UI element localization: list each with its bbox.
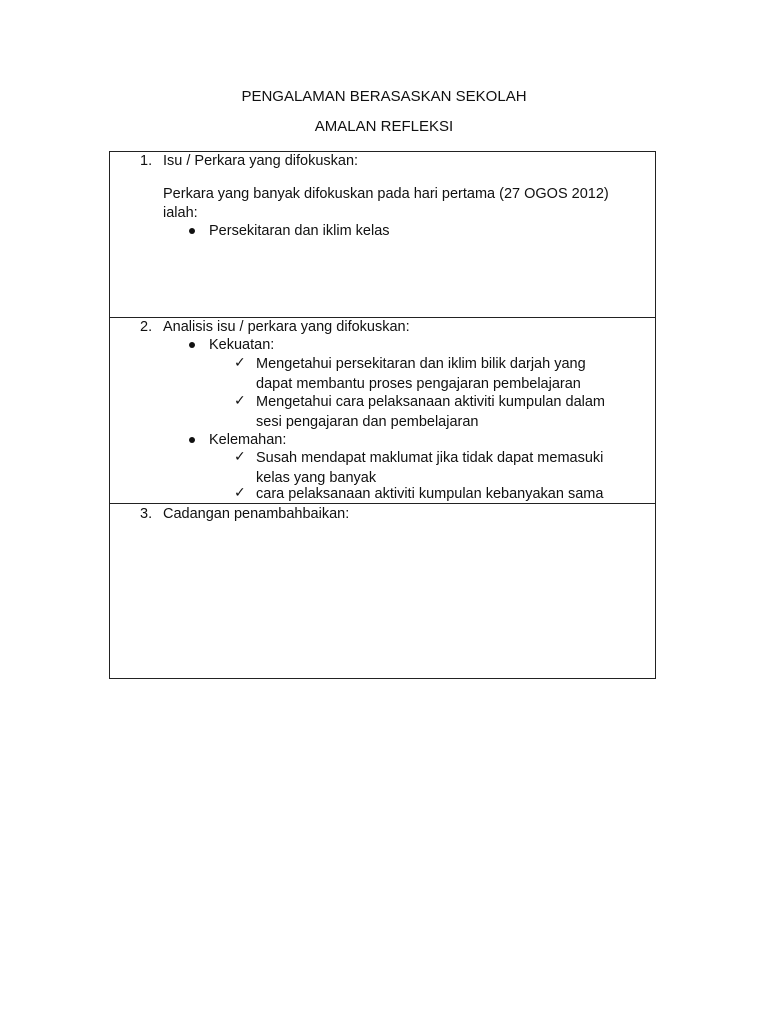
section-heading: Cadangan penambahbaikan: bbox=[163, 506, 350, 522]
strength-item-line: sesi pengajaran dan pembelajaran bbox=[256, 414, 479, 430]
checkmark-icon: ✓ bbox=[234, 449, 246, 465]
strength-item-line: dapat membantu proses pengajaran pembelajaran bbox=[256, 376, 581, 392]
reflection-table bbox=[109, 151, 656, 679]
strengths-label: Kekuatan: bbox=[209, 337, 275, 353]
checkmark-icon: ✓ bbox=[234, 485, 246, 501]
section-analysis bbox=[110, 318, 655, 504]
weakness-item-line: kelas yang banyak bbox=[256, 470, 377, 486]
paragraph-line: Perkara yang banyak difokuskan pada hari pertama (27 OGOS 2012) bbox=[163, 186, 609, 202]
document-subtitle: AMALAN REFLEKSI bbox=[314, 118, 454, 135]
strength-item-line: Mengetahui cara pelaksanaan aktiviti kumpulan dalam bbox=[256, 394, 606, 410]
checkmark-icon: ✓ bbox=[234, 355, 246, 371]
section-heading: Analisis isu / perkara yang difokuskan: bbox=[163, 319, 410, 335]
bullet-dot-icon bbox=[189, 228, 195, 234]
paragraph-line: ialah: bbox=[163, 205, 198, 221]
section-issue bbox=[110, 152, 655, 318]
weakness-item-line: Susah mendapat maklumat jika tidak dapat memasuki bbox=[256, 450, 604, 466]
strength-item-line: Mengetahui persekitaran dan iklim bilik darjah yang bbox=[256, 356, 586, 372]
weaknesses-label: Kelemahan: bbox=[209, 432, 287, 448]
bullet-dot-icon bbox=[189, 342, 195, 348]
section-heading: Isu / Perkara yang difokuskan: bbox=[163, 153, 359, 169]
section-number: 2. bbox=[140, 319, 153, 335]
section-improvement bbox=[110, 504, 655, 678]
section-number: 1. bbox=[140, 153, 153, 169]
bullet-item: Persekitaran dan iklim kelas bbox=[209, 223, 390, 239]
section-number: 3. bbox=[140, 506, 153, 522]
bullet-dot-icon bbox=[189, 437, 195, 443]
checkmark-icon: ✓ bbox=[234, 393, 246, 409]
document-title: PENGALAMAN BERASASKAN SEKOLAH bbox=[241, 88, 527, 105]
weakness-item-line: cara pelaksanaan aktiviti kumpulan kebanyakan sama bbox=[256, 486, 604, 502]
